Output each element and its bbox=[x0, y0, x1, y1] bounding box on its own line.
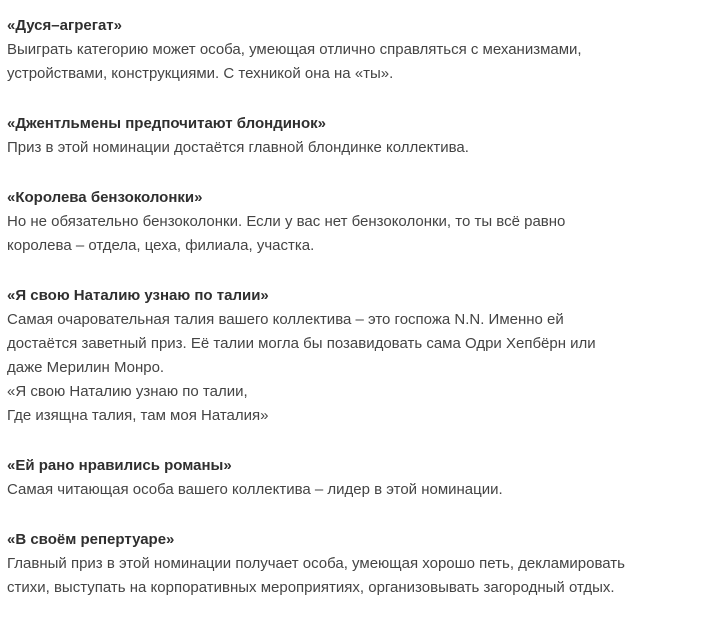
nomination-title: «Дуся–агрегат» bbox=[7, 17, 122, 34]
nomination-text-line: даже Мерилин Монро. bbox=[7, 359, 165, 376]
nomination-dusya-agregat bbox=[7, 14, 702, 86]
nomination-gas-station-queen bbox=[7, 186, 702, 258]
nomination-quote-line: Где изящна талия, там моя Наталия» bbox=[7, 407, 269, 424]
nomination-text-line: Но не обязательно бензоколонки. Если у вас нет бензоколонки, то ты всё равно bbox=[7, 213, 566, 230]
nomination-title: «Ей рано нравились романы» bbox=[7, 457, 232, 474]
nomination-text-line: Самая читающая особа вашего коллектива – лидер в этой номинации. bbox=[7, 481, 503, 498]
nomination-repertoire bbox=[7, 528, 702, 600]
nomination-title: «Джентльмены предпочитают блондинок» bbox=[7, 115, 327, 132]
nomination-text-line: стихи, выступать на корпоративных мероприятиях, организовывать загородный отдых. bbox=[7, 579, 615, 596]
nomination-text-line: королева – отдела, цеха, филиала, участка. bbox=[7, 237, 315, 254]
nomination-title: «Королева бензоколонки» bbox=[7, 189, 203, 206]
nomination-text-line: Главный приз в этой номинации получает особа, умеющая хорошо петь, декламировать bbox=[7, 555, 625, 572]
nomination-early-novels bbox=[7, 454, 702, 502]
nomination-text-line: Приз в этой номинации достаётся главной блондинке коллектива. bbox=[7, 139, 469, 156]
nomination-title: «В своём репертуаре» bbox=[7, 531, 175, 548]
nomination-text-line: Выиграть категорию может особа, умеющая отлично справляться с механизмами, bbox=[7, 41, 582, 58]
nomination-quote-line: «Я свою Наталию узнаю по талии, bbox=[7, 383, 248, 400]
article bbox=[7, 14, 702, 626]
nomination-title: «Я свою Наталию узнаю по талии» bbox=[7, 287, 269, 304]
nomination-text-line: устройствами, конструкциями. С техникой она на «ты». bbox=[7, 65, 394, 82]
nomination-gentlemen-prefer-blondes bbox=[7, 112, 702, 160]
nomination-natalia-waist bbox=[7, 284, 702, 428]
nomination-text-line: достаётся заветный приз. Её талии могла бы позавидовать сама Одри Хепбёрн или bbox=[7, 335, 596, 352]
nomination-text-line: Самая очаровательная талия вашего коллектива – это госпожа N.N. Именно ей bbox=[7, 311, 564, 328]
